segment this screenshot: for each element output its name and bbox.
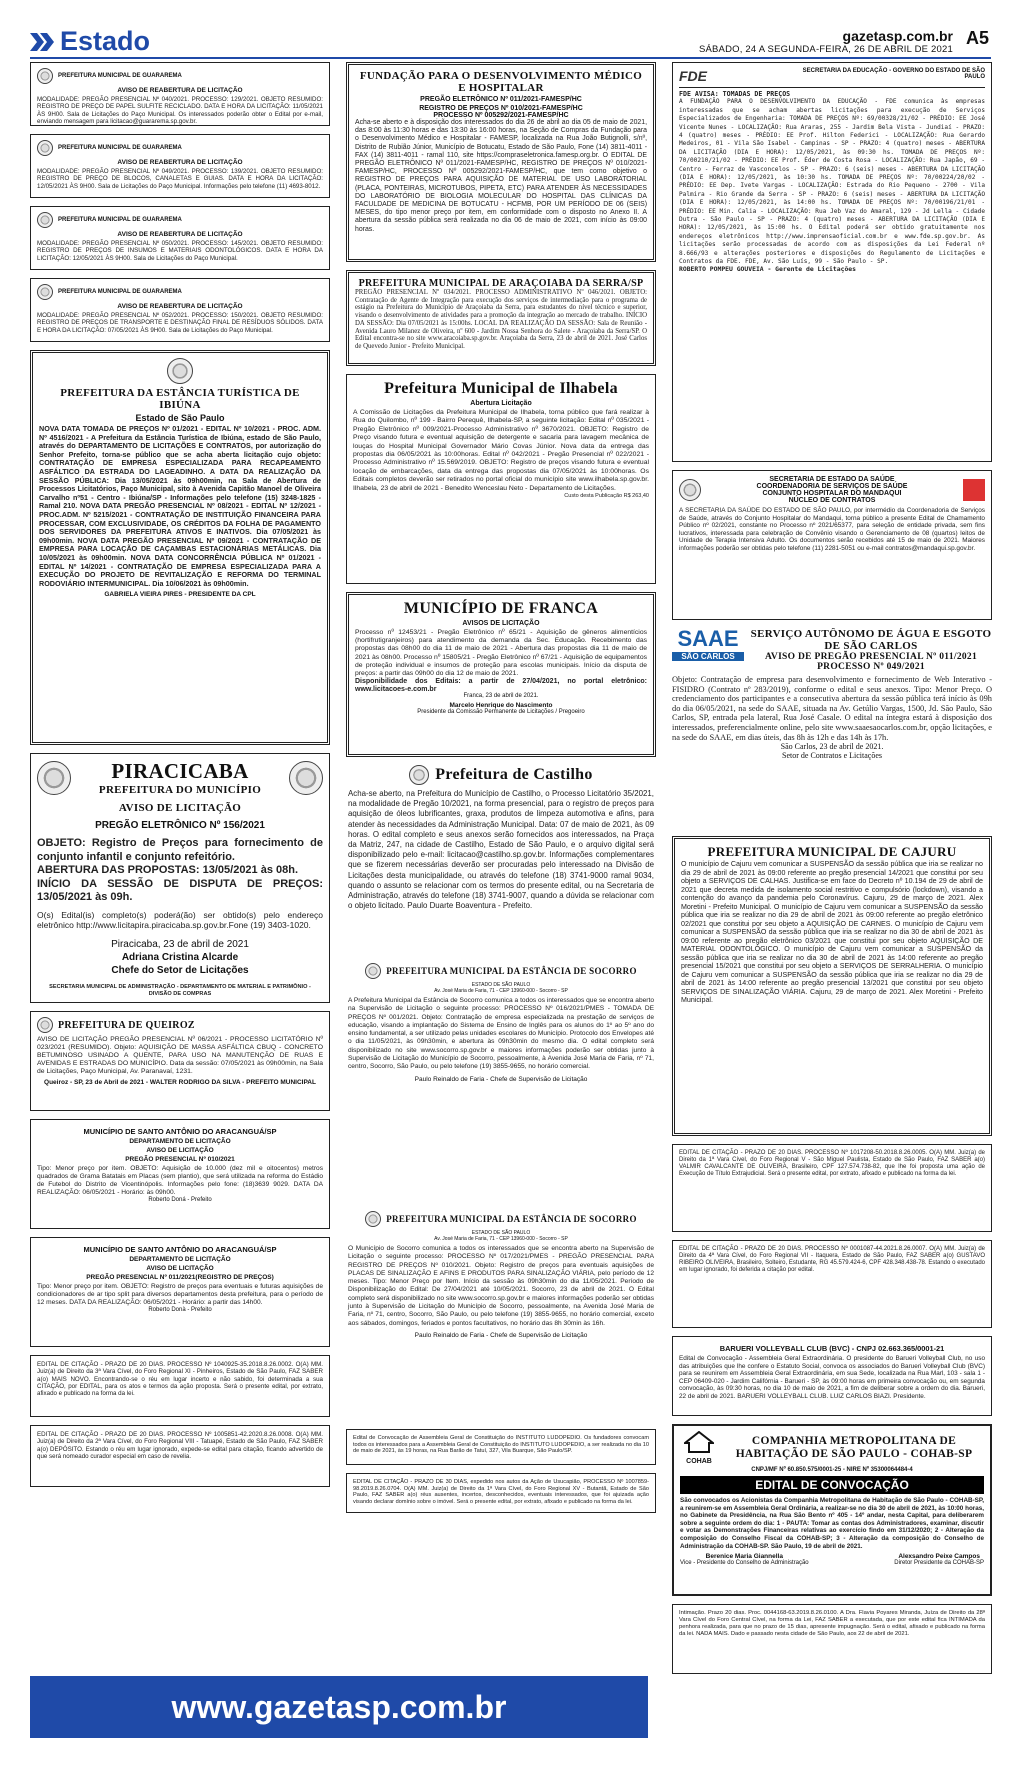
franca-notice: MUNICÍPIO DE FRANCA AVISOS DE LICITAÇÃO Processo nº 12453/21 - Pregão Eletrônico nº 65/21 - Aquisição de gêneros alimentícios (hortifrutigranjeiros) para atendimento da demanda da Sec. Educação. Recebimento das propostas das 08h00 do dia 11 de maio de 2021 - Abertura das propostas dia 11 de maio de 2021 às 08h00. Processo nº 15805/21 - Pregão Eletrônico nº 67/21 - Aquisição de equipamentos de proteção individual e insumos de proteção para escolas municipais. Início da disputa de preços: a partir das 09h00 do dia 12 de maio de 2021. Disponibilidade dos Editais: a partir de 27/04/2021, no portal eletrônico: www.licitacoes-e.com.br Franca, 23 de abril de 2021. Marcelo Henrique do Nascimento Presidente da Comissão Permanente de Licitações / Pregoeiro bbox=[346, 592, 656, 757]
state-seal-icon bbox=[679, 479, 701, 501]
cohab-notice: COHAB COMPANHIA METROPOLITANA DE HABITAÇÃO DE SÃO PAULO - COHAB-SP CNPJ/MF Nº 60.850.575/0001-25 - NIRE Nº 35300064484-4 EDITAL DE CONVOCAÇÃO São convocados os Acionistas da Companhia Metropolitana de Habitação de São Paulo - COHAB-SP, a reunirem-se em Assembleia Geral Ordinária, a realizar-se no dia 30 de abril de 2021, às 10:00 horas, no Gabinete da Presidência, na Rua São Bento nº 405 - 14º andar, nesta Capital, para deliberarem sobre a seguinte ordem do dia: 1 - PAUTA: Tomar as contas dos Administradores, examinar, discutir e votar as Demonstrações Financeiras relativas ao exercício findo em 31/12/2020; 2 - Alteração da composição do Conselho Fiscal da COHAB-SP; 3 - Alteração da composição do Conselho de Administração da COHAB-SP. São Paulo, 19 de abril de 2021. Berenice Maria Giannella Vice - Presidente do Conselho de Administração Alexsandro Peixe Campos Diretor Presidente da COHAB-SP bbox=[672, 1424, 992, 1596]
citation-edict-left-1: EDITAL DE CITAÇÃO - PRAZO DE 20 DIAS. PROCESSO Nº 1040925-35.2018.8.26.0002. O(A) MM. Juiz(a) de Direito da 3ª Vara Cível, do Foro Regional XI - Pinheiros, Estado de São Paulo, FAZ SABER a(o) MAIS NOVO. Encontrando-se o réu em lugar incerto e não sabido, foi determinada a sua CITAÇÃO, por EDITAL, para os atos e termos da ação proposta. Será o presente edital, por extrato, afixado e publicado na forma da lei. bbox=[30, 1355, 330, 1417]
queiroz-seal-icon bbox=[37, 1017, 53, 1033]
famesp-notice: FUNDAÇÃO PARA O DESENVOLVIMENTO MÉDICO E HOSPITALAR PREGÃO ELETRÔNICO Nº 011/2021-FAMESP/HC REGISTRO DE PREÇOS Nº 010/2021-FAMESP/HC PROCESSO Nº 005292/2021-FAMESP/HC Acha-se aberto e à disposição dos interessados do dia 26 de abril ao dia 05 de maio de 2021, das 8:00 às 11:30 horas e das 13:30 às 16:00 horas, na Seção de Compras da Fundação para o Desenvolvimento Médico e Hospitalar - FAMESP, localizada na Rua João Butignolli, s/nº, Distrito de Rubião Júnior, Município de Botucatu, Estado de São Paulo, Fone (14) 3811-4011 - FAX (14) 3811-4011 - ramal 110, site https://compraseletronica.famesp.org.br. O EDITAL DE PREGÃO ELETRÔNICO Nº 011/2021-FAMESP/HC, REGISTRO DE PREÇOS Nº 010/2021-FAMESP/HC, PROCESSO Nº 005292/2021-FAMESP/HC, que tem como objetivo o REGISTRO DE PREÇOS PARA AQUISIÇÃO DE MATERIAL DE USO LABORATORIAL (PLACA, PONTEIRAS, MICROTUBOS, PIPETA, ETC) PARA ATENDER ÀS NECESSIDADES DO LABORATÓRIO DE BIOLOGIA MOLECULAR DO HOSPITAL DAS CLÍNICAS DA FACULDADE DE MEDICINA DE BOTUCATU - HCFMB, POR UM PERÍODO DE 06 (SEIS) MESES, do tipo menor preço por item, em conformidade com o disposto no Anexo II. A abertura da sessão pública será realizada no dia 06 de maio de 2021, com início às 09:00 horas. bbox=[346, 62, 656, 262]
section-brand bbox=[30, 26, 150, 57]
seal-icon bbox=[37, 212, 53, 228]
piracicaba-emblem-icon bbox=[289, 761, 323, 795]
piracicaba-coat-of-arms-icon bbox=[37, 761, 71, 795]
famesp-title: FUNDAÇÃO PARA O DESENVOLVIMENTO MÉDICO E HOSPITALAR bbox=[359, 70, 643, 94]
citation-edict-middle: EDITAL DE CITAÇÃO - PRAZO DE 30 DIAS, expedido nos autos da Ação de Usucapião, PROCESSO Nº 1007859-98.2019.8.26.0704. O(A) MM. Juiz(a) de Direito da 1ª Vara Cível, do Foro Regional XV - Butantã, Estado de São Paulo, FAZ SABER a(o) réus ausentes, incertos, desconhecidos, eventuais interessados, que foi ajuizada ação visando declarar domínio sobre o imóvel. Será o presente edital, por extrato, afixado e publicado na forma da lei. bbox=[346, 1473, 656, 1513]
ilhabela-notice: Prefeitura Municipal de Ilhabela Abertura Licitação A Comissão de Licitações da Prefeitura Municipal de Ilhabela, torna público que fará realizar à Rua do Quilombo, nº 199 - Bairro Perequê, Ilhabela-SP, a seguinte licitação: Edital nº 035/2021 - Pregão Eletrônico nº 009/2021-Processo Administrativo nº 3670/2021. OBJETO: Registro de Preço visando futura e eventual aquisição de detergente e sacaria para lavagem mecânica de louças do Hospital Municipal Governador Mário Covas Júnior. Nova data da entrega das propostas dia 06/05/2021 às 10:00horas. Edital nº 042/2021 - Pregão Presencial nº 022/2021 - Processo Administrativo nº 15.569/2019. OBJETO: Registro de preços visando futura e eventual locação de embarcações, data da entrega das propostas dia 07/05/2021 às 10:00horas. Os Editais completos deverão ser retirados no portal oficial do município site www.ilhabela.sp.gov.br. Ilhabela, 23 de abril de 2021 - Benedito Wenceslau Neto - Departamento de Licitações. Custo desta Publicação R$ 263,40 bbox=[346, 374, 656, 584]
socorro-notice-1: PREFEITURA MUNICIPAL DA ESTÂNCIA DE SOCORRO ESTADO DE SÃO PAULO Av. José Maria de Faria, 71 - CEP 13960-000 - Socorro - SP A Prefeitura Municipal da Estância de Socorro comunica a todos os interessados que se encontra aberto na Supervisão de Licitação o seguinte processo: PROCESSO Nº 016/2021/PMES - TOMADA DE PREÇOS Nº 001/2021. Objeto: Contratação de empresa especializada na prestação de serviços de educação, visando a implantação do Sistema de Ensino de Inglês para os alunos do 1º ao 5º ano do ensino fundamental, a ser utilizado pelas unidades escolares do Município. Protocolo dos Envelopes até o dia 11/05/2021, às 09h30min, e abertura às 09h30min do mesmo dia. O edital completo será disponibilizado no site www.socorro.sp.gov.br e maiores informações poderão ser obtidas junto à Supervisão de Licitação do Município de Socorro, pessoalmente, à Avenida José Maria de Faria, nº 71, centro, Socorro, São Paulo, ou pelo telefone (19) 3855-9655, no horário comercial. Paulo Reinaldo de Faria - Chefe de Supervisão de Licitação bbox=[346, 963, 656, 1203]
page-header bbox=[0, 0, 1011, 60]
ludopedio-edict: Edital de Convocação de Assembleia Geral de Constituição do INSTITUTO LUDOPEDIO. Os fundadores convocam todos os interessados para a Assembleia Geral de Constituição do INSTITUTO LUDOPEDIO, a ser realizada no dia 10 de maio de 2021, às 19 horas, na Rua Barão de Tatuí, 327, Vila Buarque, São Paulo/SP. bbox=[346, 1429, 656, 1465]
guararema-notice-4: PREFEITURA MUNICIPAL DE GUARAREMA AVISO DE REABERTURA DE LICITAÇÃO MODALIDADE: PREGÃO PRESENCIAL Nº 052/2021. PROCESSO: 150/2021. OBJETO RESUMIDO: REGISTRO DE PREÇOS DE TRANSPORTE E DESTINAÇÃO FINAL DE RESÍDUOS SÓLIDOS. DATA E HORA DA LICITAÇÃO: 07/05/2021 ÀS 9H00. Sala de Licitações do Paço Municipal. bbox=[30, 278, 330, 342]
citation-edict-right-1: EDITAL DE CITAÇÃO - PRAZO DE 20 DIAS. PROCESSO Nº 1017208-50.2018.8.26.0005. O(A) MM. Juiz(a) de Direito da 1ª Vara Cível, do Foro Regional V - São Miguel Paulista, Estado de São Paulo, FAZ SABER a(o) VALMIR CAVALCANTE DE OLIVEIRA, Brasileiro, CPF 127.574.738-82, que lhe foi proposta uma ação de Execução de Título Extrajudicial. Será o presente edital, por extrato, afixado e publicado na forma da lei. bbox=[672, 1144, 992, 1232]
cohab-title: COMPANHIA METROPOLITANA DE HABITAÇÃO DE SÃO PAULO - COHAB-SP bbox=[735, 1435, 973, 1460]
saae-notice: SAAE SÃO CARLOS SERVIÇO AUTÔNOMO DE ÁGUA E ESGOTO DE SÃO CARLOS AVISO DE PREGÃO PRESENCIAL Nº 011/2021 PROCESSO Nº 049/2021 Objeto: Contratação de empresa para desenvolvimento e fornecimento de Web Interativo - FISIDRO (Contrato nº 283/2019), conforme o edital e seus anexos. Tipo: Menor Preço. O credenciamento dos participantes e a consecutiva abertura da sessão pública terá início às 09h do dia 06/05/2021, na sede do SAAE, situada na Av. Getúlio Vargas, 1500, Jd. São Paulo, São Carlos, SP, entrada pela lateral, Rua José Casale. O edital na íntegra estará à disposição dos interessados, preferencialmente online, pelo site www.saaesaocarlos.com.br, opção licitações, e na sede do SAAE, em dias úteis, das 8h às 12h e das 14h às 17h. São Carlos, 23 de abril de 2021. Setor de Contratos e Licitações bbox=[672, 628, 992, 761]
socorro-seal-icon bbox=[365, 1211, 381, 1227]
aracoiaba-notice: PREFEITURA MUNICIPAL DE ARAÇOIABA DA SERRA/SP PREGÃO PRESENCIAL Nº 034/2021. PROCESSO ADMINISTRATIVO Nº 046/2021. OBJETO: Contratação de Agente de Integração para execução dos serviços de intermediação para o programa de estágio na Prefeitura do Município de Araçoiaba da Serra, para estudantes do nível técnico e superior, visando o desenvolvimento de atividades para a promoção da integração ao mercado de trabalho. INÍCIO DA SESSÃO: Dia 07/05/2021 às 15:00hs. LOCAL DA REALIZAÇÃO DA SESSÃO: Sala de Reunião - Avenida Lauro Milanez de Oliveira, nº 600 - Jardim Nossa Senhora do Salete - Araçoiaba da Serra/SP. O Edital encontra-se no site www.aracoiaba.sp.gov.br. Araçoiaba da Serra, 23 de abril de 2021. José Carlos de Quevedo Junior - Prefeito Municipal. bbox=[346, 270, 656, 366]
santo-antonio-notice-2: MUNICÍPIO DE SANTO ANTÔNIO DO ARACANGUÁ/SP DEPARTAMENTO DE LICITAÇÃO AVISO DE LICITAÇÃO PREGÃO PRESENCIAL Nº 011/2021(REGISTRO DE PREÇOS) Tipo: Menor preço por item. OBJETO: Registro de preços para eventuais e futuras aquisições de condicionadores de ar tipo split para diversos departamentos desta prefeitura, para o período de 12 meses. DATA DA REALIZAÇÃO: 06/05/2021 - Horário: a partir das 14h00. Roberto Donà - Prefeito bbox=[30, 1237, 330, 1347]
footer-banner[interactable] bbox=[30, 1676, 648, 1738]
sp-government-logo-icon bbox=[963, 479, 985, 501]
ibiuna-seal-icon bbox=[167, 358, 193, 384]
castilho-notice: Prefeitura de Castilho Acha-se aberto, na Prefeitura do Município de Castilho, o Processo Licitatório 35/2021, na modalidade de Pregão 10/2021, na forma presencial, para o registro de preços para aquisição de óleos lubrificantes, graxa, produtos de limpeza automotiva e afins, para atender às necessidades da Administração Municipal. Data: 07 de maio de 2021, às 09 horas. O edital completo e seus anexos serão fornecidos aos interessados, na Praça da Matriz, 247, na cidade de Castilho, Estado de São Paulo, e o arquivo digital será disponibilizado pelo e-mail: licitacao@castilho.sp.gov.br. Informações complementares que se fizerem necessárias deverão ser procuradas pelo interessado na Divisão de Licitações desta municipalidade, ou através do telefone (18) 3741-9000 ramal 9034, quando o assunto se relacionar com os termos do presente edital, ou na Secretaria de Administração, através do telefone (18) 3741-9007, quando a dúvida se relacionar com o objeto licitado. Paulo Duarte Boaventura - Prefeito. bbox=[348, 766, 654, 911]
franca-title: MUNICÍPIO DE FRANCA bbox=[403, 600, 599, 617]
barueri-notice: BARUERI VOLLEYBALL CLUB (BVC) - CNPJ 02.663.365/0001-21 Edital de Convocação - Assembleia Geral Extraordinária. O presidente do Barueri Volleyball Club, no uso das atribuições que lhe confere o Estatuto Social, convoca os associados do Barueri Volleyball Club (BVC) para se reunirem em Assembleia Geral Extraordinária, em sua Sede, localizada na Rua Marl, 103 - sala 1 - CEP 06409-020 - Jardim Califórnia - Barueri - SP, às 09:00 horas em primeira convocação ou, em segunda convocação, às 09:30 horas, no dia 10 de maio de 2021, a fim de deliberar sobre a ordem do dia. Barueri, 22 de abril de 2021. BARUERI VOLLEYBALL CLUB. LUIZ CARLOS BIAZI. Presidente. bbox=[672, 1336, 992, 1416]
site-url[interactable]: gazetasp.com.br bbox=[842, 28, 953, 44]
fde-logo: FDE bbox=[679, 68, 707, 84]
chevron-arrows-icon bbox=[30, 31, 56, 53]
guararema-notice-2: PREFEITURA MUNICIPAL DE GUARAREMA AVISO DE REABERTURA DE LICITAÇÃO MODALIDADE: PREGÃO PRESENCIAL Nº 049/2021. PROCESSO: 139/2021. OBJETO RESUMIDO: REGISTRO DE PREÇO DE BLOCOS, CANALETAS E GUIAS. DATA E HORA DA LICITAÇÃO: 12/05/2021 ÀS 9H00. Sala de Licitações do Paço Municipal. Informações pelo telefone (11) 4693-8012. bbox=[30, 134, 330, 198]
saae-logo: SAAE bbox=[677, 628, 739, 651]
queiroz-notice: PREFEITURA DE QUEIROZ AVISO DE LICITAÇÃO PREGÃO PRESENCIAL Nº 06/2021 - PROCESSO LICITATÓRIO Nº 023/2021 (RESUMIDO). Objeto: AQUISIÇÃO DE MASSA ASFÁLTICA CBUQ - CONCRETO BETUMINOSO USINADO A QUENTE, PARA USO NA MANUTENÇÃO DE RUAS E AVENIDAS E ESTRADAS DO MUNICÍPIO. Data da sessão: 07/05/2021 às 09h00min, na Sala de Licitações, Paço Municipal, Av. Paranavaí, 1231. Queiroz - SP, 23 de Abril de 2021 - WALTER RODRIGO DA SILVA - PREFEITO MUNICIPAL bbox=[30, 1011, 330, 1111]
ibiuna-title: PREFEITURA DA ESTÂNCIA TURÍSTICA DE IBIÚNA bbox=[60, 387, 300, 411]
santo-antonio-notice-1: MUNICÍPIO DE SANTO ANTÔNIO DO ARACANGUÁ/SP DEPARTAMENTO DE LICITAÇÃO AVISO DE LICITAÇÃO PREGÃO PRESENCIAL Nº 010/2021 Tipo: Menor preço por item. OBJETO: Aquisição de 10.000 (dez mil e oitocentos) metros quadrados de Grama Batatais em Placas (sem plantio), que será utilizada na reforma do Estádio de Futebol do Distrito de Vicentinópolis. Informações pelo fone: (18)3639 9029. DATA DA REALIZAÇÃO: 06/05/2021 - Horário: às 09h00. Roberto Doná - Prefeito bbox=[30, 1119, 330, 1229]
intimation-edict: Intimação. Prazo 20 dias. Proc. 0044168-63.2019.8.26.0100. A Dra. Flavia Poyares Miranda, Juíza de Direito da 28ª Vara Cível do Foro Central Cível, na forma da Lei, FAZ SABER a executada, que por este edital fica INTIMADA da penhora realizada, para que no prazo de 15 dias, apresente impugnação. Será o edital, afixado e publicado na forma da lei. NADA MAIS. Dado e passado nesta cidade de São Paulo, aos 22 de abril de 2021. bbox=[672, 1604, 992, 1674]
ilhabela-title: Prefeitura Municipal de Ilhabela bbox=[384, 380, 618, 397]
piracicaba-title: PIRACICABA bbox=[111, 759, 249, 783]
column-middle bbox=[346, 62, 656, 1521]
cajuru-title: PREFEITURA MUNICIPAL DE CAJURU bbox=[707, 844, 957, 859]
castilho-seal-icon bbox=[409, 765, 429, 785]
section-title: Estado bbox=[60, 26, 151, 56]
seal-icon bbox=[37, 284, 53, 300]
socorro-seal-icon bbox=[365, 963, 381, 979]
piracicaba-notice: PIRACICABA PREFEITURA DO MUNICÍPIO AVISO DE LICITAÇÃO PREGÃO ELETRÔNICO Nº 156/2021 OBJETO: Registro de Preços para fornecimento de conjunto infantil e conjunto refeitório. ABERTURA DAS PROPOSTAS: 13/05/2021 às 08h. INÍCIO DA SESSÃO DE DISPUTA DE PREÇOS: 13/05/2021 às 09h. O(s) Edital(is) completo(s) poderá(ão) ser obtido(s) pelo endereço eletrônico http://www.licitapira.piracicaba.sp.gov.br.Fone (19) 3403-1020. Piracicaba, 23 de abril de 2021 Adriana Cristina Alcarde Chefe do Setor de Licitações SECRETARIA MUNICIPAL DE ADMINISTRAÇÃO - DEPARTAMENTO DE MATERIAL E PATRIMÔNIO - DIVISÃO DE COMPRAS bbox=[30, 753, 330, 1003]
fde-notice: FDE SECRETARIA DA EDUCAÇÃO - GOVERNO DO ESTADO DE SÃO PAULO FDE AVISA: TOMADAS DE PREÇOS A FUNDAÇÃO PARA O DESENVOLVIMENTO DA EDUCAÇÃO - FDE comunica às empresas interessadas que se acham abertas licitações para execução de Serviços Especializados de Engenharia: TOMADA DE PREÇOS Nº: 69/00328/21/02 - PRÉDIO: EE José Vicente Nunes - LOCALIZAÇÃO: Rua Araras, 255 - Jardim Bela Vista - Jundiaí - PRAZO: 4 (quatro) meses - PRÉDIO: EE Prof. Hilton Federici - LOCALIZAÇÃO: Rua Gerardo Medeiros, 01 - Vila São Isabel - Campinas - SP - PRAZO: 4 (quatro) meses - ABERTURA DA LICITAÇÃO (DIA E HORA): 12/05/2021, às 09:30 hs. TOMADA DE PREÇOS Nº: 70/00210/21/02 - PRÉDIO: EE Prof. Éder de Costa Rosa - LOCALIZAÇÃO: Rua Japão, 69 - Centro - Ferraz de Vasconcelos - SP - PRAZO: 6 (seis) meses - ABERTURA DA LICITAÇÃO (DIA E HORA): 12/05/2021, às 10:30 hs. TOMADA DE PREÇOS Nº: 70/00224/20/02 - PRÉDIO: EE Dep. Ivete Vargas - LOCALIZAÇÃO: Estrada do Rio Pequeno - 2700 - Vila Palmira - Rio Grande da Serra - SP - PRAZO: 6 (seis) meses - ABERTURA DA LICITAÇÃO (DIA E HORA): 12/05/2021, às 14:00 hs. TOMADA DE PREÇOS Nº: 70/00196/21/01 - PRÉDIO: EE Min. Calia - LOCALIZAÇÃO: Rua Jeb Vaz do Amaral, 129 - Jd Lella - Cidade Dutra - São Paulo - SP - PRAZO: 4 (quatro) meses - ABERTURA DA LICITAÇÃO (DIA E HORA): 12/05/2021, às 15:00 hs. O Edital poderá ser obtido gratuitamente nos endereços eletrônicos http://www.imprensaoficial.com.br e www.fde.sp.gov.br. As licitações serão processadas de acordo com as disposições da Lei Federal nº 8.666/93 e alterações posteriores e disposições do Regulamento de Licitações e Contratos da FDE. FDE, Av. São Luís, 99 - São Paulo - SP. ROBERTO POMPEU GOUVEIA - Gerente de Licitações bbox=[672, 62, 992, 462]
cajuru-notice: PREFEITURA MUNICIPAL DE CAJURU O município de Cajuru vem comunicar a SUSPENSÃO da sessão pública que iria se realizar no dia 29 de abril de 2021 às 09:00 referente ao pregão presencial 14/2021 que constitui por seu objeto a SERVIÇOS DE CALHAS. Justifica-se em face do Decreto nº 10.194 de 29 de abril de 2021 que decreta medida de isolamento social restritivo e compulsório (lockdown), visando a contenção do avanço da pandemia pelo Coronavírus. Cajuru, 29 de março de 2021. Alex Moretini - Prefeito Municipal. O município de Cajuru vem comunicar a SUSPENSÃO da sessão pública que iria se realizar no dia 29 de abril de 2021 às 09:00 referente ao pregão eletrônico 02/2021 que constitui por seu objeto a AQUISIÇÃO DE CARNES. O município de Cajuru vem comunicar a SUSPENSÃO da sessão pública que iria se realizar no dia 30 de abril de 2021 às 09:00 referente ao pregão eletrônico 03/2021 que constitui por seu objeto AQUISIÇÃO DE MATERIAL ODONTOLÓGICO. O município de Cajuru vem comunicar a SUSPENSÃO da sessão pública que iria se realizar no dia 30 de abril de 2021 às 14:00 referente ao pregão presencial 15/2021 que constitui por seu objeto a SERVIÇOS DE SERRALHERIA. O município de Cajuru vem comunicar a SUSPENSÃO da sessão pública que iria se realizar no dia 29 de abril de 2021 às 14:00 referente ao pregão presencial 13/2021 que constitui por seu objeto SERVIÇOS DE SINALIZAÇÃO VIÁRIA. Cajuru, 29 de março de 2021. Alex Moretini - Prefeito Municipal. bbox=[672, 836, 992, 1136]
column-left bbox=[30, 62, 330, 1495]
column-right bbox=[672, 62, 992, 1682]
guararema-notice-1: PREFEITURA MUNICIPAL DE GUARAREMA AVISO DE REABERTURA DE LICITAÇÃO MODALIDADE: PREGÃO PRESENCIAL Nº 040/2021. PROCESSO: 129/2021. OBJETO RESUMIDO: REGISTRO DE PREÇO DE PAPEL SULFITE RECICLADO. DATA E HORA DA LICITAÇÃO: 11/05/2021 ÀS 9H00. Sala de Licitações do Paço Municipal. Os interessados poderão obter o Edital por e-mail, enviando mensagem para licitacao@guararema.sp.gov.br. bbox=[30, 62, 330, 126]
header-rule bbox=[30, 57, 991, 59]
aracoiaba-title: PREFEITURA MUNICIPAL DE ARAÇOIABA DA SERRA/SP bbox=[358, 278, 644, 289]
castilho-title: Prefeitura de Castilho bbox=[435, 766, 593, 783]
mandaqui-notice: SECRETARIA DE ESTADO DA SAÚDE COORDENADORIA DE SERVIÇOS DE SAÚDE CONJUNTO HOSPITALAR DO MANDAQUI NÚCLEO DE CONTRATOS A SECRETARIA DA SAÚDE DO ESTADO DE SÃO PAULO, por intermédio da Coordenadoria de Serviços de Saúde, através do Conjunto Hospitalar do Mandaqui, torna público a presente Edital de Chamamento Público nº 02/2021, constante no Processo nº 2021/65377, para seleção de entidade privada, sem fins lucrativos, interessada para celebração de Convênio visando o Gerenciamento de 08 (quartos) leitos de Unidade de Terapia Intensiva Adulto. Os documentos serão recebidos até 15 de maio de 2021. Maiores informações poderão ser obtidas pelo telefone (11) 2281-5051 ou e-mail contratos@mandaqui.sp.gov.br. bbox=[672, 470, 992, 620]
citation-edict-left-2: EDITAL DE CITAÇÃO - PRAZO DE 20 DIAS. PROCESSO Nº 1005851-42.2020.8.26.0008. O(A) MM. Juiz(a) de Direito da 2ª Vara Cível, do Foro Regional VIII - Tatuapé, Estado de São Paulo, FAZ SABER a(o) DEPÓSITO. Estando o réu em lugar ignorado, expede-se edital para citação, ficando advertido de que será nomeado curador especial em caso de revelia. bbox=[30, 1425, 330, 1487]
citation-edict-right-2: EDITAL DE CITAÇÃO - PRAZO DE 20 DIAS. PROCESSO Nº 0001087-44.2021.8.26.0007. O(A) MM. Juiz(a) de Direito da 4ª Vara Cível, do Foro Regional VII - Itaquera, Estado de São Paulo, FAZ SABER a(o) GUSTAVO RIBEIRO OLIVEIRA, Brasileiro, Solteiro, Estudante, RG 45.579.424-6, CPF 428.348.438-78. Estando o executado em lugar ignorado, foi deferida a citação por edital. bbox=[672, 1240, 992, 1328]
issue-date: SÁBADO, 24 A SEGUNDA-FEIRA, 26 DE ABRIL DE 2021 bbox=[698, 44, 953, 55]
footer-url[interactable]: www.gazetasp.com.br bbox=[171, 1688, 507, 1725]
guararema-notice-3: PREFEITURA MUNICIPAL DE GUARAREMA AVISO DE REABERTURA DE LICITAÇÃO MODALIDADE: PREGÃO PRESENCIAL Nº 050/2021. PROCESSO: 145/2021. OBJETO RESUMIDO: REGISTRO DE PREÇOS DE INSUMOS E MATERIAIS ODONTOLÓGICOS. DATA E HORA DA LICITAÇÃO: 12/05/2021 ÀS 9H00. Sala de Licitações do Paço Municipal. bbox=[30, 206, 330, 270]
saae-title: SERVIÇO AUTÔNOMO DE ÁGUA E ESGOTO DE SÃO CARLOS bbox=[750, 628, 992, 652]
page-number: A5 bbox=[965, 28, 989, 48]
seal-icon bbox=[37, 68, 53, 84]
ibiuna-notice: PREFEITURA DA ESTÂNCIA TURÍSTICA DE IBIÚNA Estado de São Paulo NOVA DATA TOMADA DE PREÇOS Nº 01/2021 - EDITAL Nº 10/2021 - PROC. ADM. Nº 4516/2021 - A Prefeitura da Estância Turística de Ibiúna, estado de São Paulo, através do DEPARTAMENTO DE LICITAÇÕES E CONTRATOS, por autorização do Senhor Prefeito, torna-se público que se acha aberta licitação cujo objeto: CONTRATAÇÃO DE EMPRESA ESPECIALIZADA PARA RECAPEAMENTO ASFÁLTICO DA ESTRADA DO LAGEADINHO. A DATA DA REALIZAÇÃO DA SESSÃO PÚBLICA: Dia 13/05/2021 às 09h00min, na Sala de Abertura de Processos Licitatórios, Paço Municipal, sito à Avenida Capitão Manoel de Oliveira Carvalho nº51 - Centro - Ibiúna/SP - Informações pelo telefone (15) 3248-1825 - Ramal 210. NOVA DATA PREGÃO PRESENCIAL Nº 08/2021 - EDITAL Nº 12/2021 - PROC.ADM. Nº 5215/2021 - CONTRATAÇÃO DE INSTITUIÇÃO FINANCEIRA PARA PROCESSAR, COM EXCLUSIVIDADE, OS CRÉDITOS DA FOLHA DE PAGAMENTO DOS SERVIDORES DA PREFEITURA ATIVOS E INATIVOS. Dia 07/05/2021 às 09h00min. NOVA DATA PREGÃO PRESENCIAL Nº 09/2021 - CONTRATAÇÃO DE EMPRESA PARA LOCAÇÃO DE CAÇAMBAS ESTACIONÁRIAS METÁLICAS. Dia 10/05/2021 às 09h00min. NOVA DATA CONCORRÊNCIA PÚBLICA Nº 01/2021 - EDITAL Nº 14/2021 - CONTRATAÇÃO DE EMPRESA ESPECIALIZADA PARA A EXECUÇÃO DO PROJETO DE REVITALIZAÇÃO E REFORMA DO TERMINAL RODOVIÁRIO INTERMUNICIPAL. Dia 10/06/2021 às 09h00min. GABRIELA VIEIRA PIRES - PRESIDENTE DA CPL bbox=[30, 350, 330, 745]
seal-icon bbox=[37, 140, 53, 156]
socorro-notice-2: PREFEITURA MUNICIPAL DA ESTÂNCIA DE SOCORRO ESTADO DE SÃO PAULO Av. José Maria de Faria, 71 - CEP 13960-000 - Socorro - SP O Município de Socorro comunica a todos os interessados que se encontra aberto na Supervisão de Licitação o seguinte processo: PROCESSO Nº 017/2021/PMES - PREGÃO PRESENCIAL PARA REGISTRO DE PREÇOS Nº 010/2021. Objeto: Registro de preços para eventuais aquisições de PLACAS DE SINALIZAÇÃO E AFINS E PRODUTOS PARA SINALIZAÇÃO VIÁRIA, pelo período de 12 meses. Tipo: Menor Preço por Item. Início da sessão às 09h30min do dia 11/05/2021. Período de Disponibilização do Edital: De 27/04/2021 até 10/05/2021. Socorro, 23 de abril de 2021. O Edital completo será disponibilizado no site www.socorro.sp.gov.br e maiores informações poderão ser obtidas junto à Supervisão de Licitação do Município de Socorro, pessoalmente, na Avenida José Maria de Faria, nº 71, centro, Socorro, São Paulo, ou pelo telefone (19) 3855-9655, no horário comercial, exceto aos sábados, domingos, feriados e pontos facultativos, no horário das 8h 30min às 16h. Paulo Reinaldo de Faria - Chefe de Supervisão de Licitação bbox=[346, 1211, 656, 1421]
cohab-logo: COHAB bbox=[686, 1458, 712, 1465]
cohab-edict-bar: EDITAL DE CONVOCAÇÃO bbox=[680, 1476, 984, 1494]
house-icon bbox=[684, 1431, 714, 1453]
